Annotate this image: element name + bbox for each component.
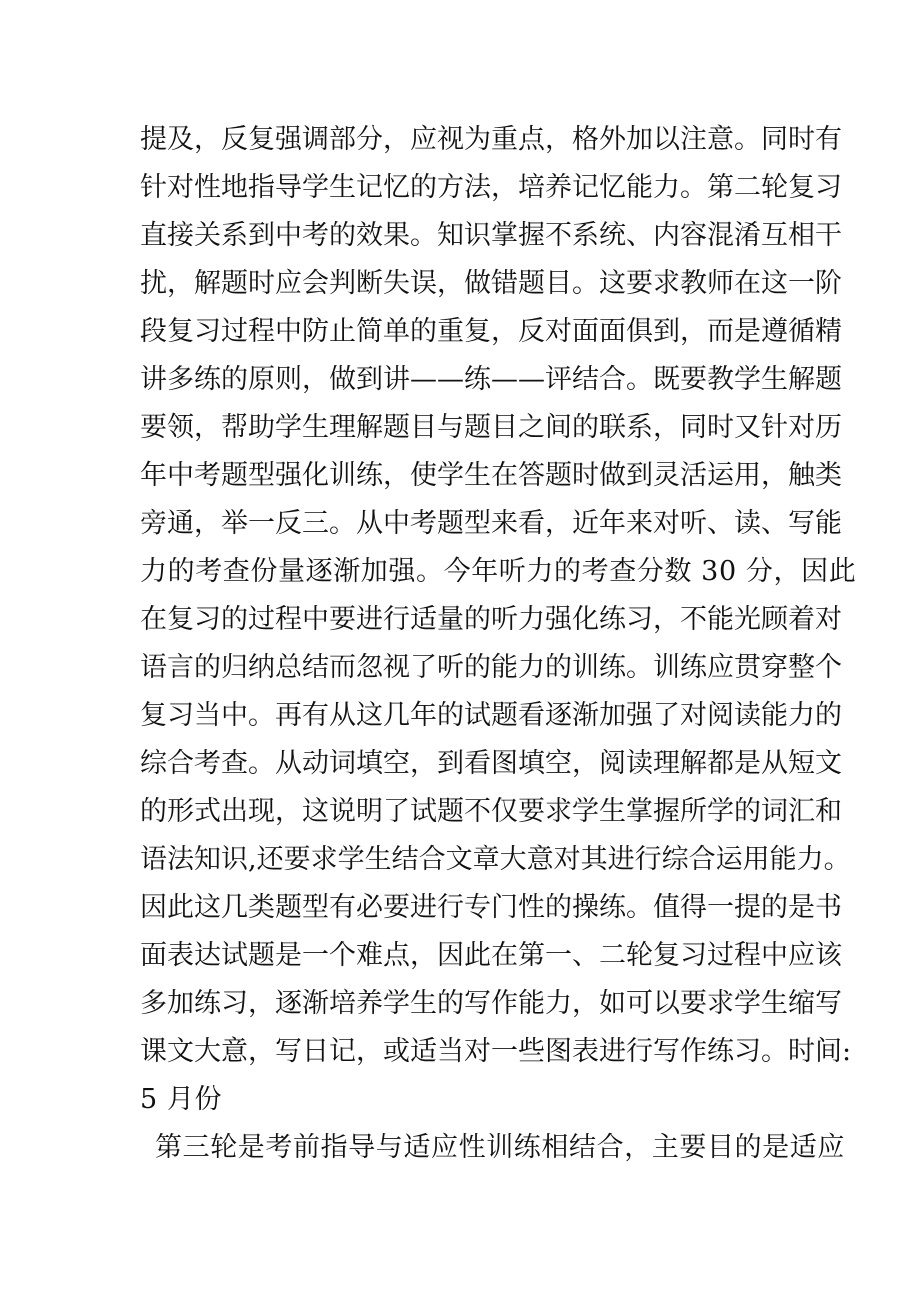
text-line: 提及，反复强调部分，应视为重点，格外加以注意。同时有 <box>140 124 842 155</box>
text-line: 讲多练的原则，做到讲——练——评结合。既要教学生解题 <box>140 364 842 395</box>
text-line: 旁通，举一反三。从中考题型来看，近年来对听、读、写能 <box>140 508 842 539</box>
text-line: 复习当中。再有从这几年的试题看逐渐加强了对阅读能力的 <box>140 700 842 731</box>
text-line: 的形式出现，这说明了试题不仅要求学生掌握所学的词汇和 <box>140 796 842 827</box>
text-line: 面表达试题是一个难点，因此在第一、二轮复习过程中应该 <box>140 940 842 971</box>
text-line: 要领，帮助学生理解题目与题目之间的联系，同时又针对历 <box>140 412 842 443</box>
text-line: 多加练习，逐渐培养学生的写作能力，如可以要求学生缩写 <box>140 988 842 1019</box>
text-line: 扰，解题时应会判断失误，做错题目。这要求教师在这一阶 <box>140 268 842 299</box>
text-line: 因此这几类题型有必要进行专门性的操练。值得一提的是书 <box>140 892 842 923</box>
text-line: 直接关系到中考的效果。知识掌握不系统、内容混淆互相干 <box>140 220 842 251</box>
text-line: 在复习的过程中要进行适量的听力强化练习，不能光顾着对 <box>140 604 842 635</box>
paragraph-start-line: 第三轮是考前指导与适应性训练相结合，主要目的是适应 <box>155 1132 845 1163</box>
text-line: 语言的归纳总结而忽视了听的能力的训练。训练应贯穿整个 <box>140 652 842 683</box>
text-line: 综合考查。从动词填空，到看图填空，阅读理解都是从短文 <box>140 748 842 779</box>
text-line: 力的考查份量逐渐加强。今年听力的考查分数 30 分，因此 <box>140 556 857 587</box>
text-line: 课文大意，写日记，或适当对一些图表进行写作练习。时间: <box>140 1036 852 1067</box>
text-line: 年中考题型强化训练，使学生在答题时做到灵活运用，触类 <box>140 460 842 491</box>
text-line: 段复习过程中防止简单的重复，反对面面俱到，而是遵循精 <box>140 316 842 347</box>
text-line: 5 月份 <box>140 1084 223 1115</box>
text-line: 针对性地指导学生记忆的方法，培养记忆能力。第二轮复习 <box>140 172 842 203</box>
text-line: 语法知识,还要求学生结合文章大意对其进行综合运用能力。 <box>140 844 851 875</box>
